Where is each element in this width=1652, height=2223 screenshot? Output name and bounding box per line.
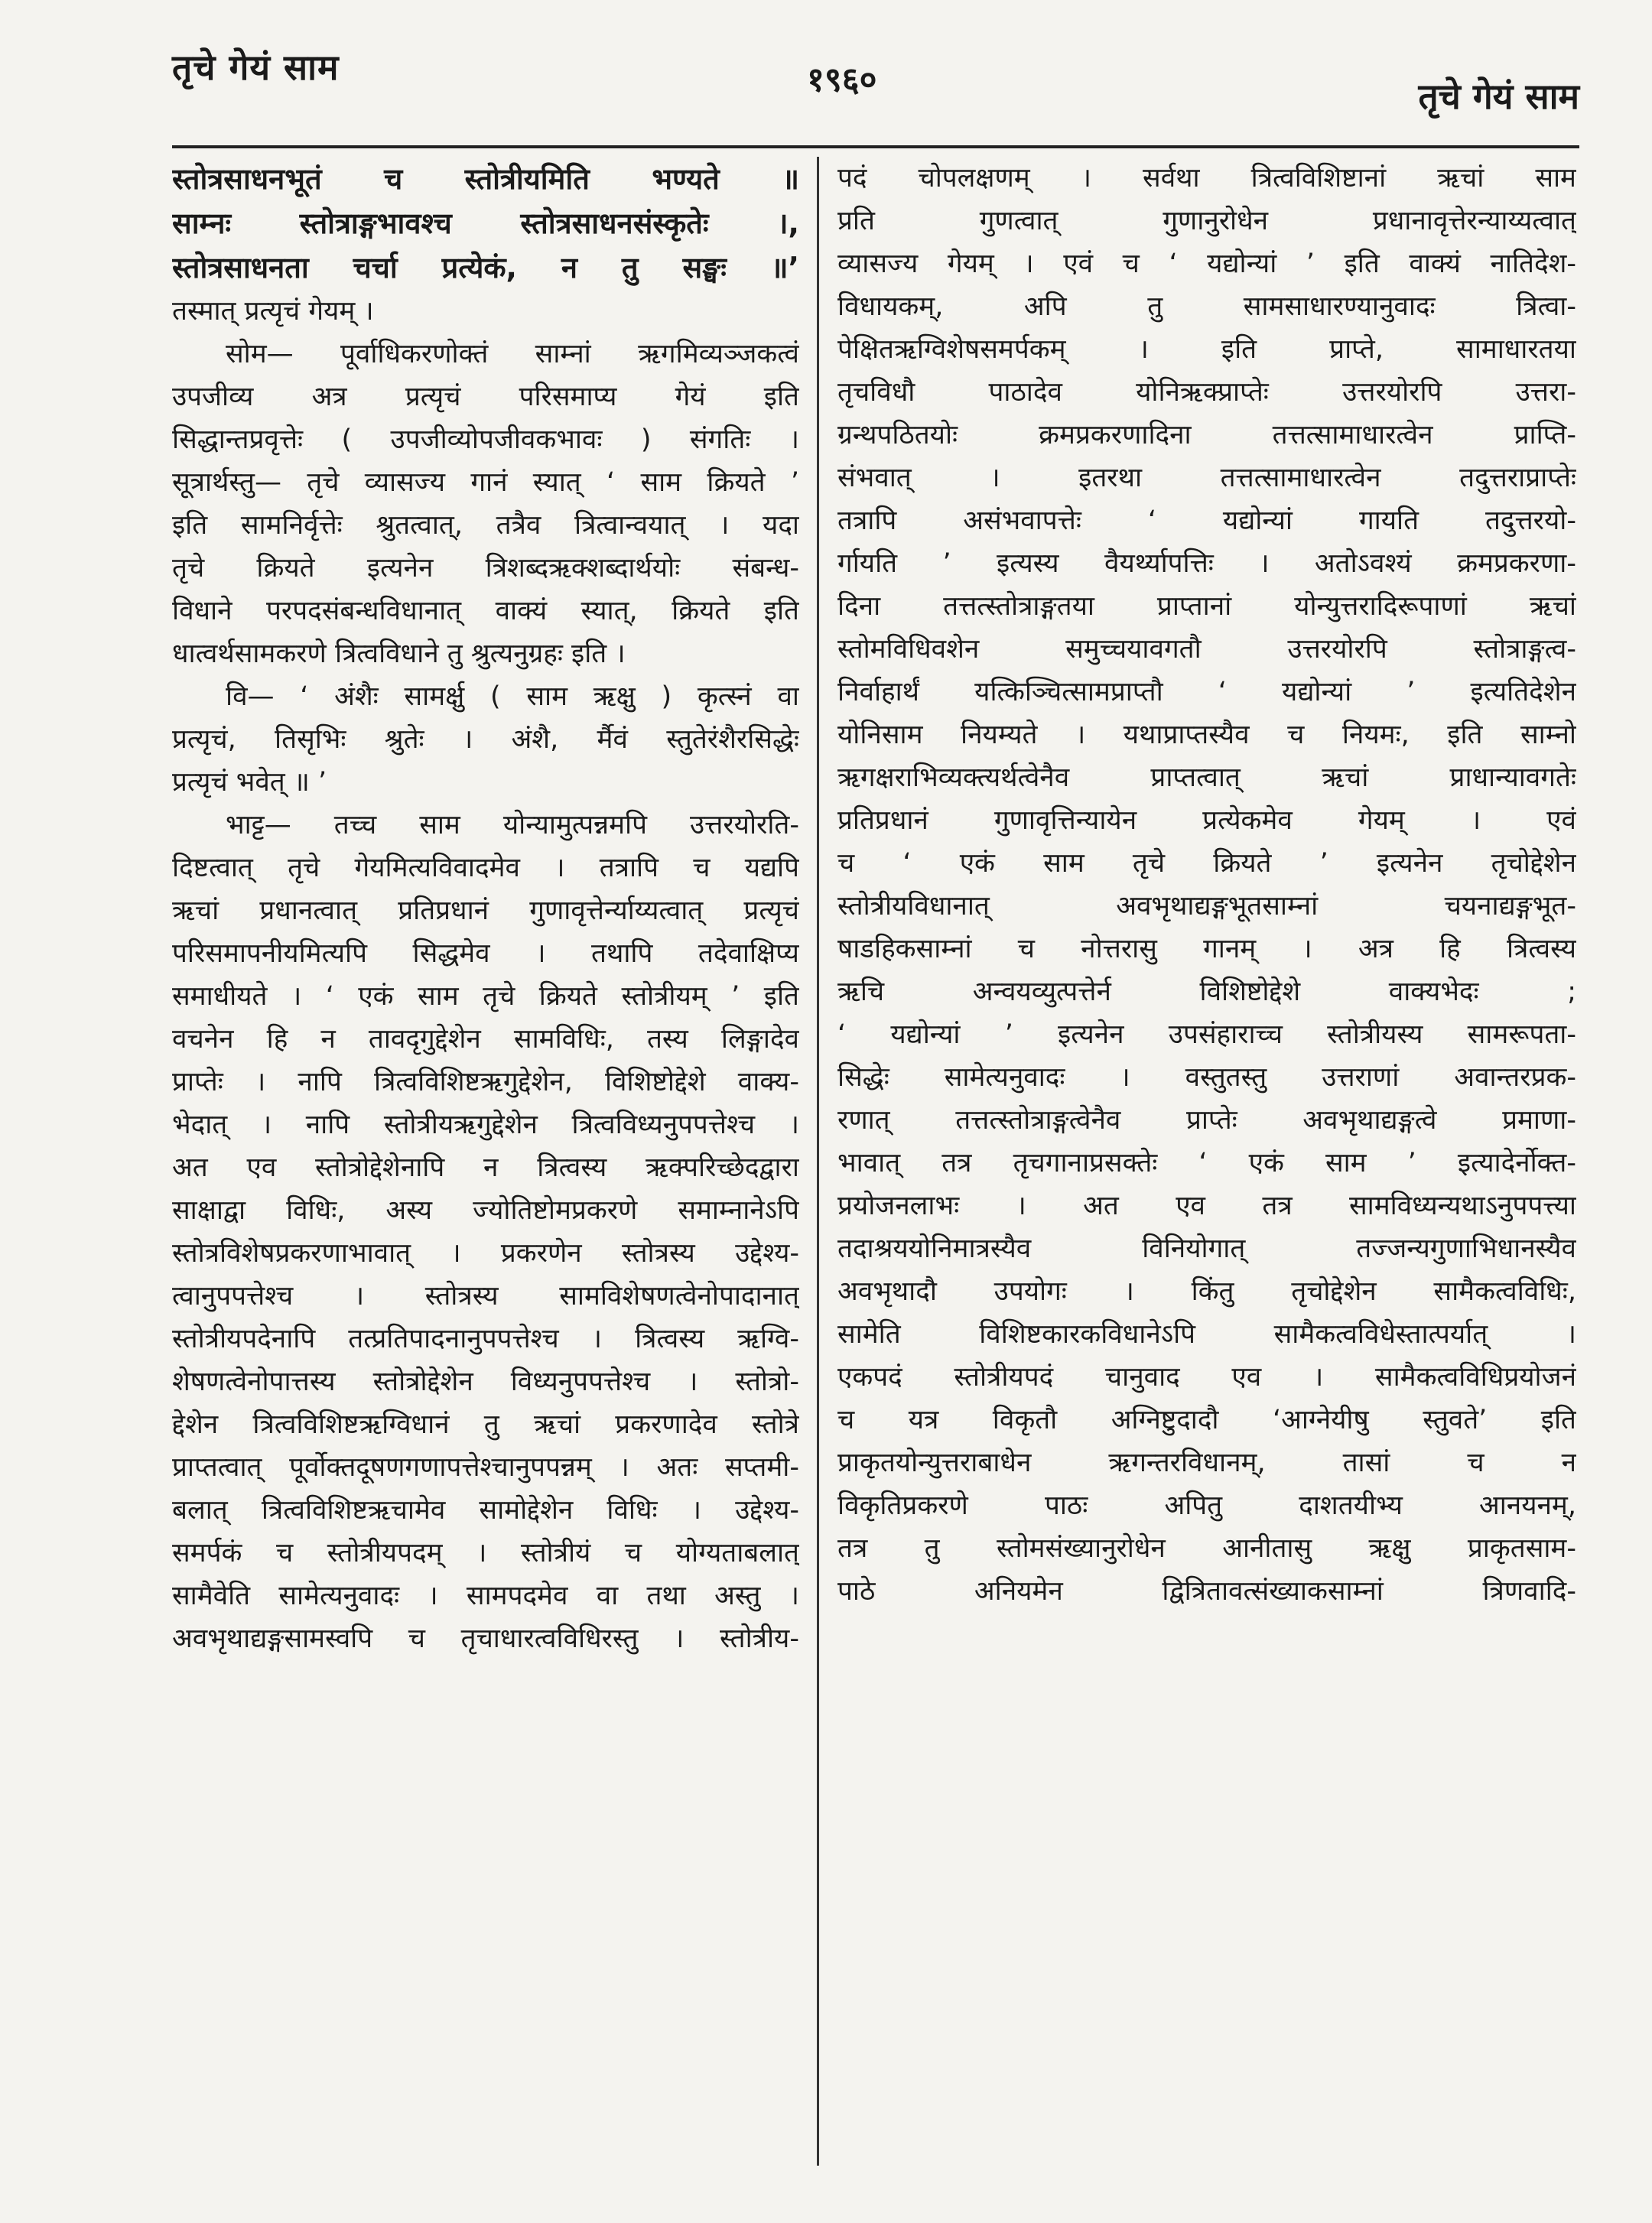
- text-line: भाट्ट— तच्च साम योन्यामुत्पन्नमपि उत्तरयोरति-: [226, 810, 799, 840]
- page-number: १९६०: [807, 60, 877, 99]
- text-line: तदाश्रययोनिमात्रस्यैव विनियोगात् तज्जन्यगुणाभिधानस्यैव: [837, 1233, 1576, 1264]
- text-line: समर्पकं च स्तोत्रीयपदम् । स्तोत्रीयं च योग्यताबलात्: [172, 1538, 799, 1568]
- text-line: तत्र तु स्तोमसंख्यानुरोधेन आनीतासु ऋक्षु प्राकृतसाम-: [837, 1533, 1576, 1564]
- text-line: सिद्धेः सामेत्यनुवादः । वस्तुतस्तु उत्तराणां अवान्तरप्रक-: [837, 1062, 1576, 1093]
- text-line: सामेति विशिष्टकारकविधानेऽपि सामैकत्वविधेस्तात्पर्यात् ।: [837, 1319, 1576, 1350]
- text-line: इति सामनिर्वृत्तेः श्रुतत्वात्, तत्रैव त्रित्वान्वयात् । यदा: [172, 510, 799, 541]
- text-line: दिष्टत्वात् तृचे गेयमित्यविवादमेव । तत्रापि च यद्यपि: [172, 853, 799, 883]
- text-line: उपजीव्य अत्र प्रत्यृचं परिसमाप्य गेयं इति: [172, 382, 799, 412]
- text-line: ऋचि अन्वयव्युत्पत्तेर्न विशिष्टोद्देशे वाक्यभेदः ;: [837, 977, 1576, 1007]
- text-line: वि— ‘ अंशैः सामर्क्षु ( साम ऋक्षु ) कृत्स्नं वा: [226, 681, 799, 712]
- text-line: तृचे क्रियते इत्यनेन त्रिशब्दऋक्शब्दार्थयोः संबन्ध-: [172, 553, 799, 583]
- text-line: र्गायति ’ इत्यस्य वैयर्थ्यापत्तिः । अतोऽवश्यं क्रमप्रकरणा-: [837, 548, 1576, 579]
- text-line: अवभृथाद्यङ्गसामस्वपि च तृचाधारत्वविधिरस्तु । स्तोत्रीय-: [172, 1623, 799, 1654]
- text-line: स्तोत्रसाधनभूतं च स्तोत्रीयमिति भण्यते ॥: [172, 162, 799, 196]
- text-line: द्देशेन त्रित्वविशिष्टऋग्विधानं तु ऋचां प्रकरणादेव स्तोत्रे: [172, 1409, 799, 1440]
- text-line: प्रयोजनलाभः । अत एव तत्र सामविध्यन्यथाऽनुपपत्त्या: [837, 1191, 1576, 1221]
- text-line: प्रत्यृचं भवेत् ॥ ’: [172, 767, 327, 798]
- text-line: समाधीयते । ‘ एकं साम तृचे क्रियते स्तोत्रीयम् ’ इति: [172, 981, 799, 1012]
- text-line: स्तोत्रसाधनता चर्चा प्रत्येकं, न तु सङ्घः ॥’: [172, 251, 799, 284]
- running-title-right: तृचे गेयं साम: [1418, 76, 1579, 117]
- text-line: योनिसाम नियम्यते । यथाप्राप्तस्यैव च नियमः, इति साम्नो: [837, 720, 1576, 750]
- text-line: ‘ यद्योन्यां ’ इत्यनेन उपसंहाराच्च स्तोत्रीयस्य सामरूपता-: [837, 1019, 1576, 1050]
- text-line: ऋगक्षराभिव्यक्त्यर्थत्वेनैव प्राप्तत्वात् ऋचां प्राधान्यावगतेः: [837, 762, 1576, 793]
- text-line: अत एव स्तोत्रोद्देशेनापि न त्रित्वस्य ऋक्परिच्छेदद्वारा: [172, 1152, 799, 1183]
- text-line: पेक्षितऋग्विशेषसमर्पकम् । इति प्राप्ते, सामाधारतया: [837, 334, 1576, 365]
- text-line: तत्रापि असंभवापत्तेः ‘ यद्योन्यां गायति तदुत्तरयो-: [837, 505, 1576, 536]
- text-line: शेषणत्वेनोपात्तस्य स्तोत्रोद्देशेन विध्यनुपपत्तेश्च । स्तोत्रो-: [172, 1367, 799, 1397]
- text-line: च ‘ एकं साम तृचे क्रियते ’ इत्यनेन तृचोद्देशेन: [837, 848, 1576, 879]
- text-line: प्रति गुणत्वात् गुणानुरोधेन प्रधानावृत्तेरन्याय्यत्वात्: [837, 206, 1576, 236]
- text-line: सोम— पूर्वाधिकरणोक्तं साम्नां ऋगमिव्यञ्जकत्वं: [226, 339, 799, 369]
- text-line: प्रत्यृचं, तिसृभिः श्रुतेः । अंशै, र्मैवं स्तुतेरंशैरसिद्धेः: [172, 724, 799, 755]
- text-line: बलात् त्रित्वविशिष्टऋचामेव सामोद्देशेन विधिः । उद्देश्य-: [172, 1495, 799, 1526]
- right-column: [837, 157, 1576, 1613]
- header-rule: [172, 145, 1579, 148]
- text-line: व्यासज्य गेयम् । एवं च ‘ यद्योन्यां ’ इति वाक्यं नातिदेश-: [837, 249, 1576, 279]
- text-line: धात्वर्थसामकरणे त्रित्वविधाने तु श्रुत्यनुग्रहः इति ।: [172, 639, 626, 669]
- text-line: निर्वाहार्थं यत्किञ्चित्सामप्राप्तौ ‘ यद्योन्यां ’ इत्यतिदेशेन: [837, 677, 1576, 707]
- text-line: साम्नः स्तोत्राङ्गभावश्च स्तोत्रसाधनसंस्कृतेः ।,: [172, 206, 799, 240]
- text-line: परिसमापनीयमित्यपि सिद्धमेव । तथापि तदेवाक्षिप्य: [172, 938, 799, 969]
- text-line: संभवात् । इतरथा तत्तत्सामाधारत्वेन तदुत्तराप्राप्तेः: [837, 463, 1576, 493]
- text-line: एकपदं स्तोत्रीयपदं चानुवाद एव । सामैकत्वविधिप्रयोजनं: [837, 1362, 1576, 1393]
- text-line: स्तोत्रीयपदेनापि तत्प्रतिपादनानुपपत्तेश्च । त्रित्वस्य ऋग्वि-: [172, 1324, 799, 1354]
- text-line: भावात् तत्र तृचगानाप्रसक्तेः ‘ एकं साम ’ इत्यादेर्नोक्त-: [837, 1148, 1576, 1178]
- text-line: विकृतिप्रकरणे पाठः अपितु दाशतयीभ्य आनयनम्,: [837, 1490, 1576, 1521]
- text-line: प्राकृतयोन्युत्तराबाधेन ऋगन्तरविधानम्, तासां च न: [837, 1448, 1576, 1478]
- text-line: सिद्धान्तप्रवृत्तेः ( उपजीव्योपजीवकभावः ) संगतिः ।: [172, 424, 799, 455]
- text-line: विधायकम्, अपि तु सामसाधारण्यानुवादः त्रित्वा-: [837, 291, 1576, 322]
- text-line: प्रतिप्रधानं गुणावृत्तिन्यायेन प्रत्येकमेव गेयम् । एवं: [837, 805, 1576, 836]
- text-line: स्तोत्रीयविधानात् अवभृथाद्यङ्गभूतसाम्नां चयनाद्यङ्गभूत-: [837, 891, 1576, 921]
- text-line: विधाने परपदसंबन्धविधानात् वाक्यं स्यात्, क्रियते इति: [172, 596, 799, 626]
- text-line: षाडहिकसाम्नां च नोत्तरासु गानम् । अत्र हि त्रित्वस्य: [837, 934, 1576, 964]
- text-line: अवभृथादौ उपयोगः । किंतु तृचोद्देशेन सामैकत्वविधिः,: [837, 1276, 1576, 1307]
- text-line: तस्मात् प्रत्यृचं गेयम् ।: [172, 296, 374, 327]
- running-title-left: तृचे गेयं साम: [172, 47, 340, 88]
- page-header: [172, 29, 1579, 117]
- text-line: सूत्रार्थस्तु— तृचे व्यासज्य गानं स्यात् ‘ साम क्रियते ’: [172, 467, 799, 498]
- text-line: सामैवेति सामेत्यनुवादः । सामपदमेव वा तथा अस्तु ।: [172, 1581, 799, 1611]
- text-line: च यत्र विकृतौ अग्निष्टुदादौ ‘आग्नेयीषु स्तुवते’ इति: [837, 1405, 1576, 1435]
- text-line: रणात् तत्तत्स्तोत्राङ्गत्वेनैव प्राप्तेः अवभृथाद्यङ्गत्वे प्रमाणा-: [837, 1105, 1576, 1136]
- text-line: स्तोमविधिवशेन समुच्चयावगतौ उत्तरयोरपि स्तोत्राङ्गत्व-: [837, 634, 1576, 665]
- text-line: वचनेन हि न तावदृगुद्देशेन सामविधिः, तस्य लिङ्गादेव: [172, 1024, 799, 1055]
- text-line: त्वानुपपत्तेश्च । स्तोत्रस्य सामविशेषणत्वेनोपादानात्: [172, 1281, 799, 1311]
- text-line: पाठे अनियमेन द्वित्रितावत्संख्याकसाम्नां त्रिणवादि-: [837, 1576, 1576, 1607]
- text-line: पदं चोपलक्षणम् । सर्वथा त्रित्वविशिष्टानां ऋचां साम: [837, 163, 1576, 193]
- text-line: तृचविधौ पाठादेव योनिऋक्प्राप्तेः उत्तरयोरपि उत्तरा-: [837, 377, 1576, 408]
- text-line: ग्रन्थपठितयोः क्रमप्रकरणादिना तत्तत्सामाधारत्वेन प्राप्ति-: [837, 420, 1576, 450]
- text-line: स्तोत्रविशेषप्रकरणाभावात् । प्रकरणेन स्तोत्रस्य उद्देश्य-: [172, 1238, 799, 1269]
- text-line: ऋचां प्रधानत्वात् प्रतिप्रधानं गुणावृत्तेर्न्याय्यत्वात् प्रत्यृचं: [172, 895, 799, 926]
- left-column: [172, 157, 799, 1660]
- text-line: साक्षाद्वा विधिः, अस्य ज्योतिष्टोमप्रकरणे समाम्नानेऽपि: [172, 1195, 799, 1226]
- text-line: प्राप्तेः । नापि त्रित्वविशिष्टऋगुद्देशेन, विशिष्टोद्देशे वाक्य-: [172, 1067, 799, 1097]
- text-line: भेदात् । नापि स्तोत्रीयऋगुद्देशेन त्रित्वविध्यनुपपत्तेश्च ।: [172, 1110, 799, 1140]
- text-line: दिना तत्तत्स्तोत्राङ्गतया प्राप्तानां योन्युत्तरादिरूपाणां ऋचां: [837, 591, 1576, 622]
- text-line: प्राप्तत्वात् पूर्वोक्तदूषणगणापत्तेश्चानुपपन्नम् । अतः सप्तमी-: [172, 1452, 799, 1483]
- column-divider: [817, 157, 819, 2166]
